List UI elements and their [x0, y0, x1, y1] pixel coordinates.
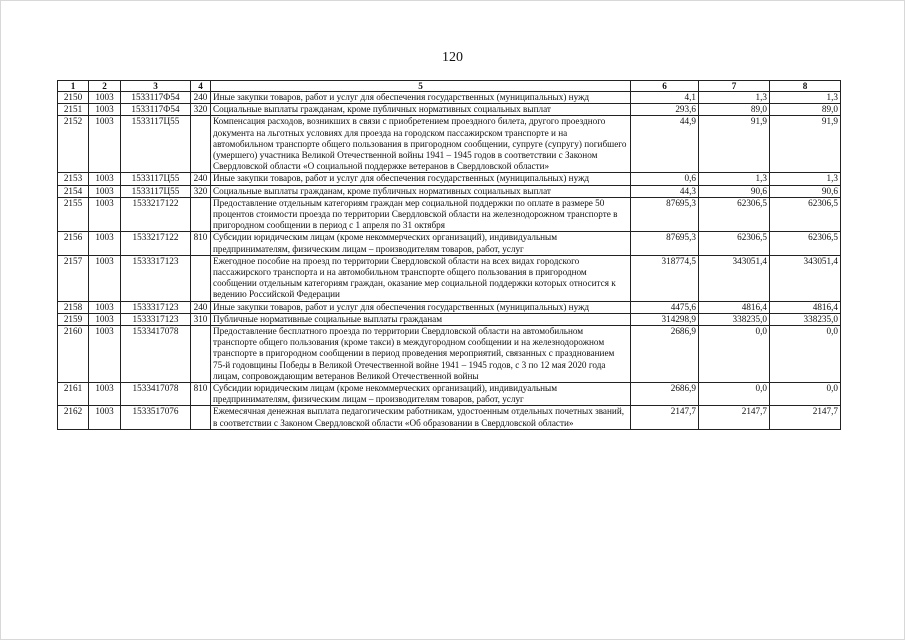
page-number: 120 — [442, 50, 463, 65]
table-row — [58, 326, 841, 383]
section-code: 1003 — [89, 92, 121, 104]
col-header-3: 3 — [121, 81, 191, 92]
header-row — [58, 81, 841, 92]
section-code: 1003 — [89, 104, 121, 116]
amount-col-7: 338235,0 — [699, 313, 770, 325]
budget-table — [57, 80, 841, 430]
row-number: 2151 — [58, 104, 89, 116]
table-row — [58, 255, 841, 301]
amount-col-8: 91,9 — [770, 116, 841, 173]
row-description: Публичные нормативные социальные выплаты гражданам — [211, 313, 631, 325]
row-number: 2160 — [58, 326, 89, 383]
amount-col-6: 0,6 — [631, 173, 699, 185]
amount-col-7: 343051,4 — [699, 255, 770, 301]
amount-col-7: 0,0 — [699, 383, 770, 406]
target-code: 1533217122 — [121, 232, 191, 255]
amount-col-8: 62306,5 — [770, 197, 841, 232]
target-code: 1533117Ц55 — [121, 116, 191, 173]
expense-type: 240 — [191, 173, 211, 185]
target-code: 1533317123 — [121, 313, 191, 325]
target-code: 1533217122 — [121, 197, 191, 232]
amount-col-8: 0,0 — [770, 383, 841, 406]
amount-col-7: 1,3 — [699, 92, 770, 104]
table-row — [58, 406, 841, 429]
expense-type: 810 — [191, 383, 211, 406]
amount-col-8: 62306,5 — [770, 232, 841, 255]
amount-col-8: 1,3 — [770, 92, 841, 104]
col-header-6: 6 — [631, 81, 699, 92]
row-number: 2157 — [58, 255, 89, 301]
section-code: 1003 — [89, 197, 121, 232]
table-row — [58, 185, 841, 197]
expense-type: 240 — [191, 301, 211, 313]
amount-col-7: 90,6 — [699, 185, 770, 197]
row-description: Ежегодное пособие на проезд по территории Свердловской области на всех видах городского пассажирского транспорта и на автомобильном транспорте общего пользования в пригородном сообщении отдельным категориям граждан, оказание мер социальной поддержки которых относится к ведению Российской Федерации — [211, 255, 631, 301]
amount-col-6: 87695,3 — [631, 197, 699, 232]
amount-col-6: 2147,7 — [631, 406, 699, 429]
expense-type: 320 — [191, 104, 211, 116]
col-header-8: 8 — [770, 81, 841, 92]
section-code: 1003 — [89, 116, 121, 173]
amount-col-8: 4816,4 — [770, 301, 841, 313]
expense-type — [191, 116, 211, 173]
table-row — [58, 232, 841, 255]
row-number: 2150 — [58, 92, 89, 104]
col-header-1: 1 — [58, 81, 89, 92]
section-code: 1003 — [89, 313, 121, 325]
amount-col-7: 62306,5 — [699, 197, 770, 232]
amount-col-6: 44,3 — [631, 185, 699, 197]
expense-type: 310 — [191, 313, 211, 325]
col-header-2: 2 — [89, 81, 121, 92]
table-body — [58, 92, 841, 430]
table-row — [58, 313, 841, 325]
amount-col-7: 4816,4 — [699, 301, 770, 313]
row-description: Иные закупки товаров, работ и услуг для обеспечения государственных (муниципальных) нужд — [211, 301, 631, 313]
amount-col-6: 2686,9 — [631, 326, 699, 383]
target-code: 1533417078 — [121, 326, 191, 383]
amount-col-6: 2686,9 — [631, 383, 699, 406]
row-description: Предоставление бесплатного проезда по территории Свердловской области на автомобильном транспорте общего пользования (кроме такси) в междугородном сообщении и на железнодорожном транспорте в пригородном сообщении в период проведения мероприятий, связанных с празднованием 75-й годовщины Победы в Великой Отечественной войне 1941 – 1945 годов, с 3 по 12 мая 2020 года лицам, сопровождающим ветеранов Великой Отечественной войны — [211, 326, 631, 383]
expense-type — [191, 406, 211, 429]
amount-col-8: 1,3 — [770, 173, 841, 185]
row-number: 2154 — [58, 185, 89, 197]
expense-type: 240 — [191, 92, 211, 104]
row-description: Субсидии юридическим лицам (кроме некоммерческих организаций), индивидуальным предпринимателям, физическим лицам – производителям товаров, работ, услуг — [211, 232, 631, 255]
table-row — [58, 104, 841, 116]
amount-col-8: 90,6 — [770, 185, 841, 197]
amount-col-7: 2147,7 — [699, 406, 770, 429]
row-number: 2155 — [58, 197, 89, 232]
row-number: 2153 — [58, 173, 89, 185]
target-code: 1533517076 — [121, 406, 191, 429]
table-row — [58, 383, 841, 406]
amount-col-7: 62306,5 — [699, 232, 770, 255]
row-number: 2159 — [58, 313, 89, 325]
target-code: 1533117Ц55 — [121, 173, 191, 185]
amount-col-6: 293,6 — [631, 104, 699, 116]
row-number: 2161 — [58, 383, 89, 406]
target-code: 1533117Ф54 — [121, 92, 191, 104]
expense-type — [191, 255, 211, 301]
table-row — [58, 92, 841, 104]
row-description: Компенсация расходов, возникших в связи с приобретением проездного билета, другого проездного документа на льготных условиях для проезда на городском пассажирском транспорте и на автомобильном транспорте общего пользования в пригородном сообщении, супруге (супругу) погибшего (умершего) участника Великой Отечественной войны 1941 – 1945 годов в соответствии с Законом Свердловской области «О социальной поддержке ветеранов в Свердловской области» — [211, 116, 631, 173]
table-row — [58, 116, 841, 173]
target-code: 1533417078 — [121, 383, 191, 406]
amount-col-7: 89,0 — [699, 104, 770, 116]
col-header-4: 4 — [191, 81, 211, 92]
target-code: 1533317123 — [121, 255, 191, 301]
section-code: 1003 — [89, 383, 121, 406]
amount-col-8: 89,0 — [770, 104, 841, 116]
section-code: 1003 — [89, 255, 121, 301]
amount-col-6: 4475,6 — [631, 301, 699, 313]
amount-col-8: 0,0 — [770, 326, 841, 383]
amount-col-6: 318774,5 — [631, 255, 699, 301]
table-row — [58, 301, 841, 313]
expense-type: 320 — [191, 185, 211, 197]
row-number: 2152 — [58, 116, 89, 173]
amount-col-7: 91,9 — [699, 116, 770, 173]
row-description: Иные закупки товаров, работ и услуг для обеспечения государственных (муниципальных) нужд — [211, 92, 631, 104]
amount-col-8: 2147,7 — [770, 406, 841, 429]
amount-col-7: 1,3 — [699, 173, 770, 185]
row-description: Социальные выплаты гражданам, кроме публичных нормативных социальных выплат — [211, 104, 631, 116]
target-code: 1533117Ц55 — [121, 185, 191, 197]
expense-type — [191, 326, 211, 383]
section-code: 1003 — [89, 326, 121, 383]
expense-type: 810 — [191, 232, 211, 255]
col-header-7: 7 — [699, 81, 770, 92]
amount-col-7: 0,0 — [699, 326, 770, 383]
row-description: Субсидии юридическим лицам (кроме некоммерческих организаций), индивидуальным предпринимателям, физическим лицам – производителям товаров, работ, услуг — [211, 383, 631, 406]
row-number: 2156 — [58, 232, 89, 255]
amount-col-8: 343051,4 — [770, 255, 841, 301]
row-description: Ежемесячная денежная выплата педагогическим работникам, удостоенным отдельных почетных званий, в соответствии с Законом Свердловской области «Об образовании в Свердловской области» — [211, 406, 631, 429]
section-code: 1003 — [89, 301, 121, 313]
amount-col-6: 44,9 — [631, 116, 699, 173]
target-code: 1533317123 — [121, 301, 191, 313]
row-description: Предоставление отдельным категориям граждан мер социальной поддержки по оплате в размере 50 процентов стоимости проезда по территории Свердловской области на железнодорожном транспорте в пригородном сообщении в период с 1 апреля по 31 октября — [211, 197, 631, 232]
expense-type — [191, 197, 211, 232]
row-description: Социальные выплаты гражданам, кроме публичных нормативных социальных выплат — [211, 185, 631, 197]
target-code: 1533117Ф54 — [121, 104, 191, 116]
row-number: 2158 — [58, 301, 89, 313]
section-code: 1003 — [89, 406, 121, 429]
table-row — [58, 173, 841, 185]
section-code: 1003 — [89, 232, 121, 255]
amount-col-6: 87695,3 — [631, 232, 699, 255]
section-code: 1003 — [89, 185, 121, 197]
amount-col-6: 4,1 — [631, 92, 699, 104]
section-code: 1003 — [89, 173, 121, 185]
table-row — [58, 197, 841, 232]
amount-col-8: 338235,0 — [770, 313, 841, 325]
amount-col-6: 314298,9 — [631, 313, 699, 325]
row-description: Иные закупки товаров, работ и услуг для обеспечения государственных (муниципальных) нужд — [211, 173, 631, 185]
col-header-5: 5 — [211, 81, 631, 92]
row-number: 2162 — [58, 406, 89, 429]
